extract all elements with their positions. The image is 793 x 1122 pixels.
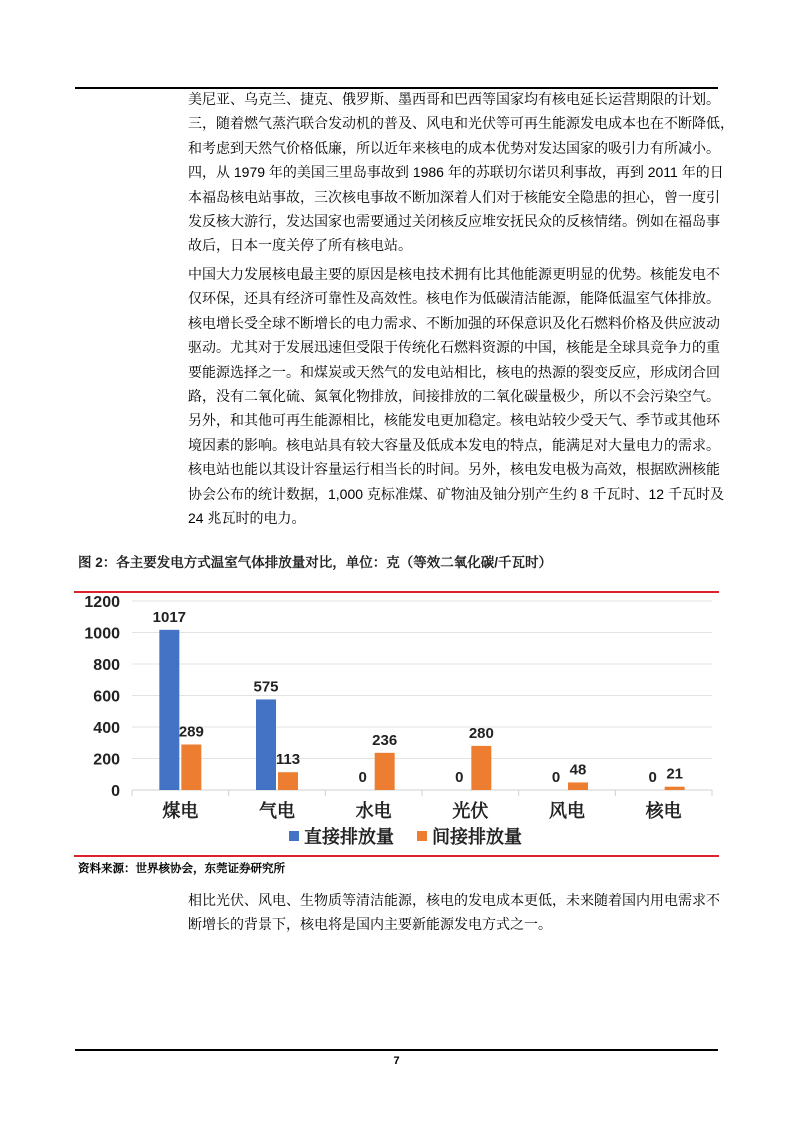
legend-label: 直接排放量: [304, 827, 394, 847]
text-line: 路，没有二氧化硫、氮氧化物排放，间接排放的二氧化碳量极少，所以不会污染空气。: [188, 387, 720, 404]
text-line: 美尼亚、乌克兰、捷克、俄罗斯、墨西哥和巴西等国家均有核电延长运营期限的计划。: [188, 91, 720, 107]
page-number: 7: [393, 1055, 400, 1067]
x-tick-label: 核电: [645, 801, 682, 821]
bar-indirect: [665, 787, 685, 790]
text-line: 中国大力发展核电最主要的原因是核电技术拥有比其他能源更明显的优势。核能发电不: [188, 266, 720, 282]
text-line: 境因素的影响。核电站具有较大容量及低成本发电的特点，能满足对大量电力的需求。: [188, 436, 720, 453]
bar-indirect: [375, 753, 395, 790]
data-label: 0: [648, 769, 657, 786]
bar-indirect: [181, 744, 201, 790]
x-tick-label: 气电: [259, 801, 295, 821]
data-label: 0: [455, 769, 464, 786]
data-label: 289: [178, 723, 204, 741]
legend-swatch-direct: [289, 831, 299, 841]
y-tick-label: 0: [111, 783, 120, 800]
figure-top-rule: [74, 591, 719, 593]
text-line: 核电增长受全球不断增长的电力需求、不断加强的环保意识及化石燃料价格及供应波动: [188, 314, 720, 331]
text-line: 协会公布的统计数据，1,000 克标准煤、矿物油及铀分别产生约 8 千瓦时、12 千瓦时及: [188, 485, 724, 502]
y-tick-label: 600: [93, 688, 120, 706]
y-tick-label: 200: [93, 751, 120, 769]
data-label: 575: [253, 678, 279, 696]
text-line: 相比光伏、风电、生物质等清洁能源，核电的发电成本更低，未来随着国内用电需求不: [188, 892, 720, 908]
figure-bottom-rule: [74, 855, 719, 857]
data-label: 21: [666, 765, 684, 783]
paragraph-3: [188, 888, 718, 937]
bar-indirect: [471, 746, 491, 790]
data-label: 280: [468, 724, 494, 742]
y-tick-label: 1000: [84, 625, 120, 643]
emissions-bar-chart: [74, 594, 719, 856]
bar-indirect: [278, 772, 298, 790]
x-tick-label: 光伏: [452, 801, 489, 821]
figure-source: 资料来源：世界核协会，东莞证券研究所: [78, 863, 285, 875]
x-tick-label: 水电: [355, 801, 392, 821]
data-label: 236: [372, 731, 398, 749]
text-line: 核电站也能以其设计容量运行相当长的时间。另外，核电发电极为高效，根据欧洲核能: [188, 461, 720, 478]
x-tick-label: 煤电: [162, 801, 199, 821]
text-line: 驱动。尤其对于发展迅速但受限于传统化石燃料资源的中国，核能是全球具竞争力的重: [188, 339, 720, 356]
paragraph-2: [188, 262, 724, 530]
text-line: 另外，和其他可再生能源相比，核能发电更加稳定。核电站较少受天气、季节或其他环: [188, 412, 720, 429]
text-line: 要能源选择之一。和煤炭或天然气的发电站相比，核电的热源的裂变反应，形成闭合回: [188, 363, 720, 380]
y-tick-label: 400: [93, 720, 120, 737]
text-line: 发反核大游行，发达国家也需要通过关闭核反应堆安抚民众的反核情绪。例如在福岛事: [188, 212, 720, 229]
bar-direct: [159, 630, 179, 790]
text-line: 本福岛核电站事故，三次核电事故不断加深着人们对于核能安全隐患的担心，曾一度引: [188, 188, 720, 205]
text-line: 24 兆瓦时的电力。: [188, 509, 306, 526]
data-label: 0: [358, 769, 367, 786]
data-label: 1017: [152, 608, 187, 626]
text-line: 断增长的背景下，核电将是国内主要新能源发电方式之一。: [188, 916, 552, 933]
data-label: 113: [275, 751, 301, 769]
data-label: 0: [551, 769, 561, 786]
paragraph-1: [188, 87, 734, 258]
text-line: 四，从 1979 年的美国三里岛事故到 1986 年的苏联切尔诺贝利事故，再到 2011 年的日: [188, 164, 724, 181]
figure-caption: 图 2：各主要发电方式温室气体排放量对比，单位：克（等效二氧化碳/千瓦时）: [78, 555, 553, 570]
legend-label: 间接排放量: [432, 827, 522, 847]
y-tick-label: 800: [93, 657, 120, 674]
text-line: 和考虑到天然气价格低廉，所以近年来核电的成本优势对发达国家的吸引力有所减小。: [188, 139, 720, 156]
footer-rule: [75, 1049, 718, 1051]
legend-swatch-indirect: [417, 831, 427, 841]
x-tick-label: 风电: [549, 801, 585, 821]
text-line: 三，随着燃气蒸汽联合发动机的普及、风电和光伏等可再生能源发电成本也在不断降低，: [188, 115, 734, 132]
bar-direct: [256, 699, 276, 790]
bar-indirect: [568, 782, 588, 790]
text-line: 故后，日本一度关停了所有核电站。: [188, 237, 412, 254]
text-line: 仅环保，还具有经济可靠性及高效性。核电作为低碳清洁能源，能降低温室气体排放。: [188, 290, 720, 307]
y-tick-label: 1200: [84, 594, 120, 611]
data-label: 48: [569, 761, 587, 779]
